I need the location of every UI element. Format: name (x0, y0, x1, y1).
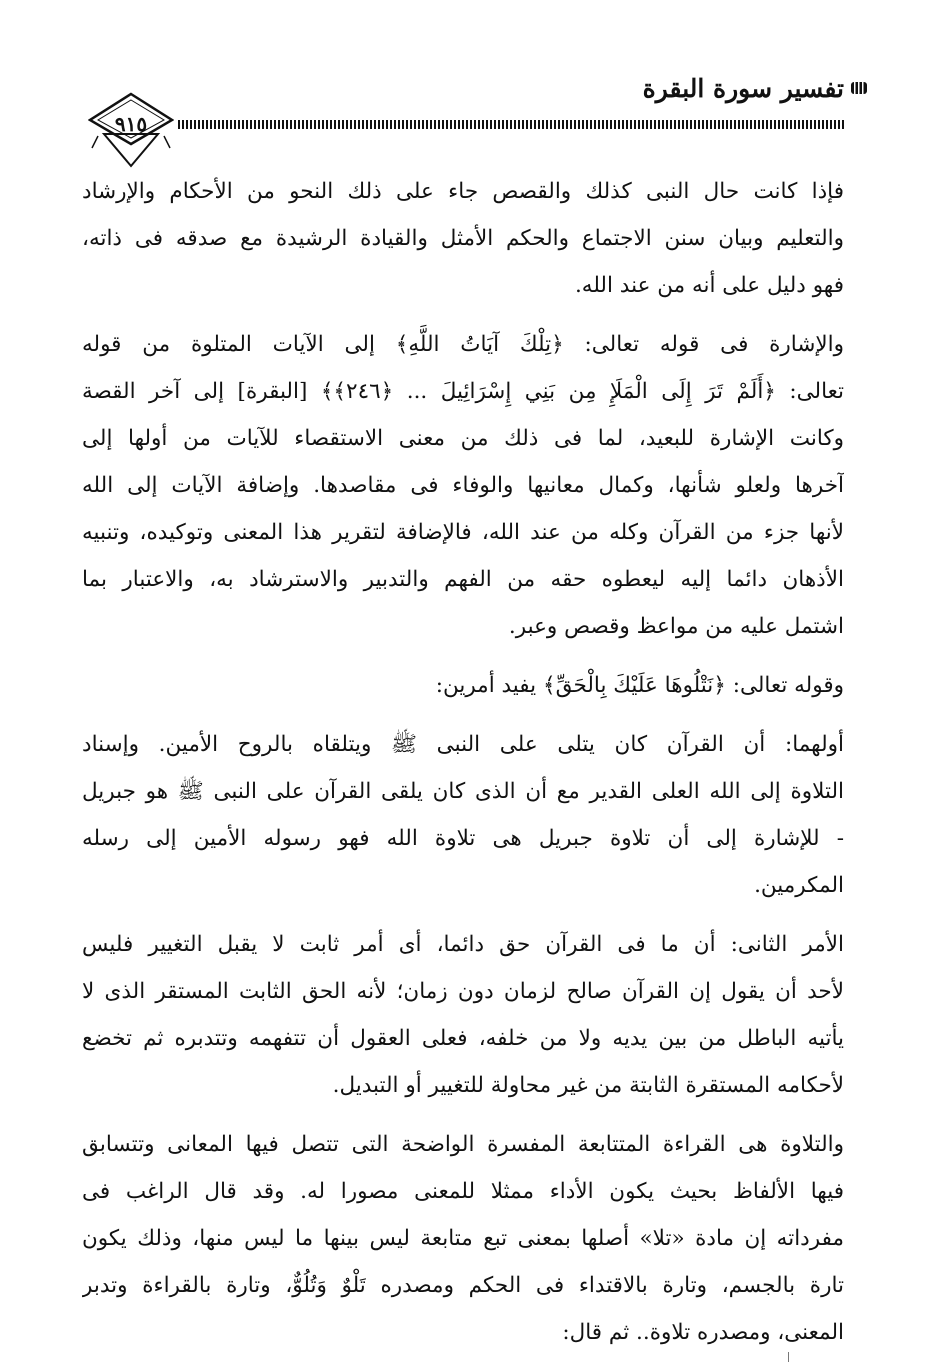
text-line: والتلاوة هى القراءة المتتابعة المفسرة الواضحة التى تتصل فيها المعانى وتتسابق (82, 1132, 844, 1157)
body-text (82, 168, 844, 1368)
text-line: والتعليم وبيان سنن الاجتماع والحكم الأمثل والقيادة الرشيدة مع صدقه فى ذاته، (82, 226, 844, 251)
text-line: تارة بالجسم، وتارة بالاقتداء فى الحكم ومصدره تَلْوٌ وَتُلُوٌّ، وتارة بالقراءة وتدبر (82, 1273, 844, 1298)
text-line: - للإشارة إلى أن تلاوة جبريل هى تلاوة الله فهو رسوله الأمين إلى رسله (82, 826, 844, 851)
paragraph (82, 921, 844, 1109)
text-line: فيها الألفاظ بحيث يكون الأداء ممثلا للمعنى مصورا له. وقد قال الراغب فى (82, 1179, 844, 1204)
text-line: الأمر الثانى: أن ما فى القرآن حق دائما، أى أمر ثابت لا يقبل التغيير فليس (82, 932, 844, 957)
text-line: المكرمين. (754, 873, 844, 898)
page-number: ٩١٥ (114, 112, 148, 136)
paragraph (82, 662, 844, 709)
paragraph (82, 168, 844, 309)
ornament-icon (850, 80, 868, 96)
text-line: والإشارة فى قوله تعالى: ﴿تِلْكَ آيَاتُ اللَّهِ﴾ إلى الآيات المتلوة من قوله (82, 332, 844, 357)
paragraph (82, 1121, 844, 1356)
paragraph (82, 721, 844, 909)
text-line: تعالى: ﴿أَلَمْ تَرَ إِلَى الْمَلَإِ مِن بَنِي إِسْرَائِيلَ ... ﴿٢٤٦﴾﴾ [البقرة] إلى آخر القصة (82, 379, 844, 404)
text-line: اشتمل عليه من مواعظ وقصص وعبر. (508, 614, 844, 639)
text-line: أولهما: أن القرآن كان يتلى على النبى ﷺ ويتلقاه بالروح الأمين. وإسناد (82, 732, 844, 757)
header-rule (178, 120, 846, 129)
running-header-title: تفسير سورة البقرة (642, 74, 844, 103)
text-line: فإذا كانت حال النبى كذلك والقصص جاء على ذلك النحو من الأحكام والإرشاد (82, 179, 844, 204)
text-line: المعنى، ومصدره تلاوة.. ثم قال: (562, 1320, 844, 1345)
text-line: وكانت الإشارة للبعيد، لما فى ذلك من معنى الاستقصاء للآيات من أولها إلى (82, 426, 844, 451)
text-line: لأنها جزء من القرآن وكله من عند الله، فالإضافة لتقرير هذا المعنى وتوكيده، وتنبيه (82, 520, 844, 545)
paragraph (82, 321, 844, 650)
text-line: فهو دليل على أنه من عند الله. (574, 273, 844, 298)
text-line: آخرها ولعلو شأنها، وكمال معانيها والوفاء فى مقاصدها. وإضافة الآيات إلى الله (82, 473, 844, 498)
text-line: لأحكامه المستقرة الثابتة من غير محاولة للتغيير أو التبديل. (332, 1073, 844, 1098)
text-line: مفرداته إن مادة «تلا» أصلها بمعنى تبع متابعة ليس بينها ما ليس منها، وذلك يكون (82, 1226, 844, 1251)
text-line: لأحد أن يقول إن القرآن صالح لزمان دون زمان؛ لأنه الحق الثابت المستقر الذى لا (82, 979, 844, 1004)
text-line: الأذهان دائما إليه ليعطوه حقه من الفهم والتدبير والاسترشاد به، والاعتبار بما (82, 567, 844, 592)
text-line: يأتيه الباطل من بين يديه ولا من خلفه، فعلى العقول أن تتفهمه وتتدبره ثم تخضع (82, 1026, 844, 1051)
scan-mark (788, 1352, 789, 1362)
text-line: التلاوة إلى الله العلى القدير مع أن الذى كان يلقى القرآن على النبى ﷺ هو جبريل (82, 779, 844, 804)
text-line: وقوله تعالى: ﴿نَتْلُوهَا عَلَيْكَ بِالْحَقِّ﴾ يفيد أمرين: (435, 673, 844, 698)
